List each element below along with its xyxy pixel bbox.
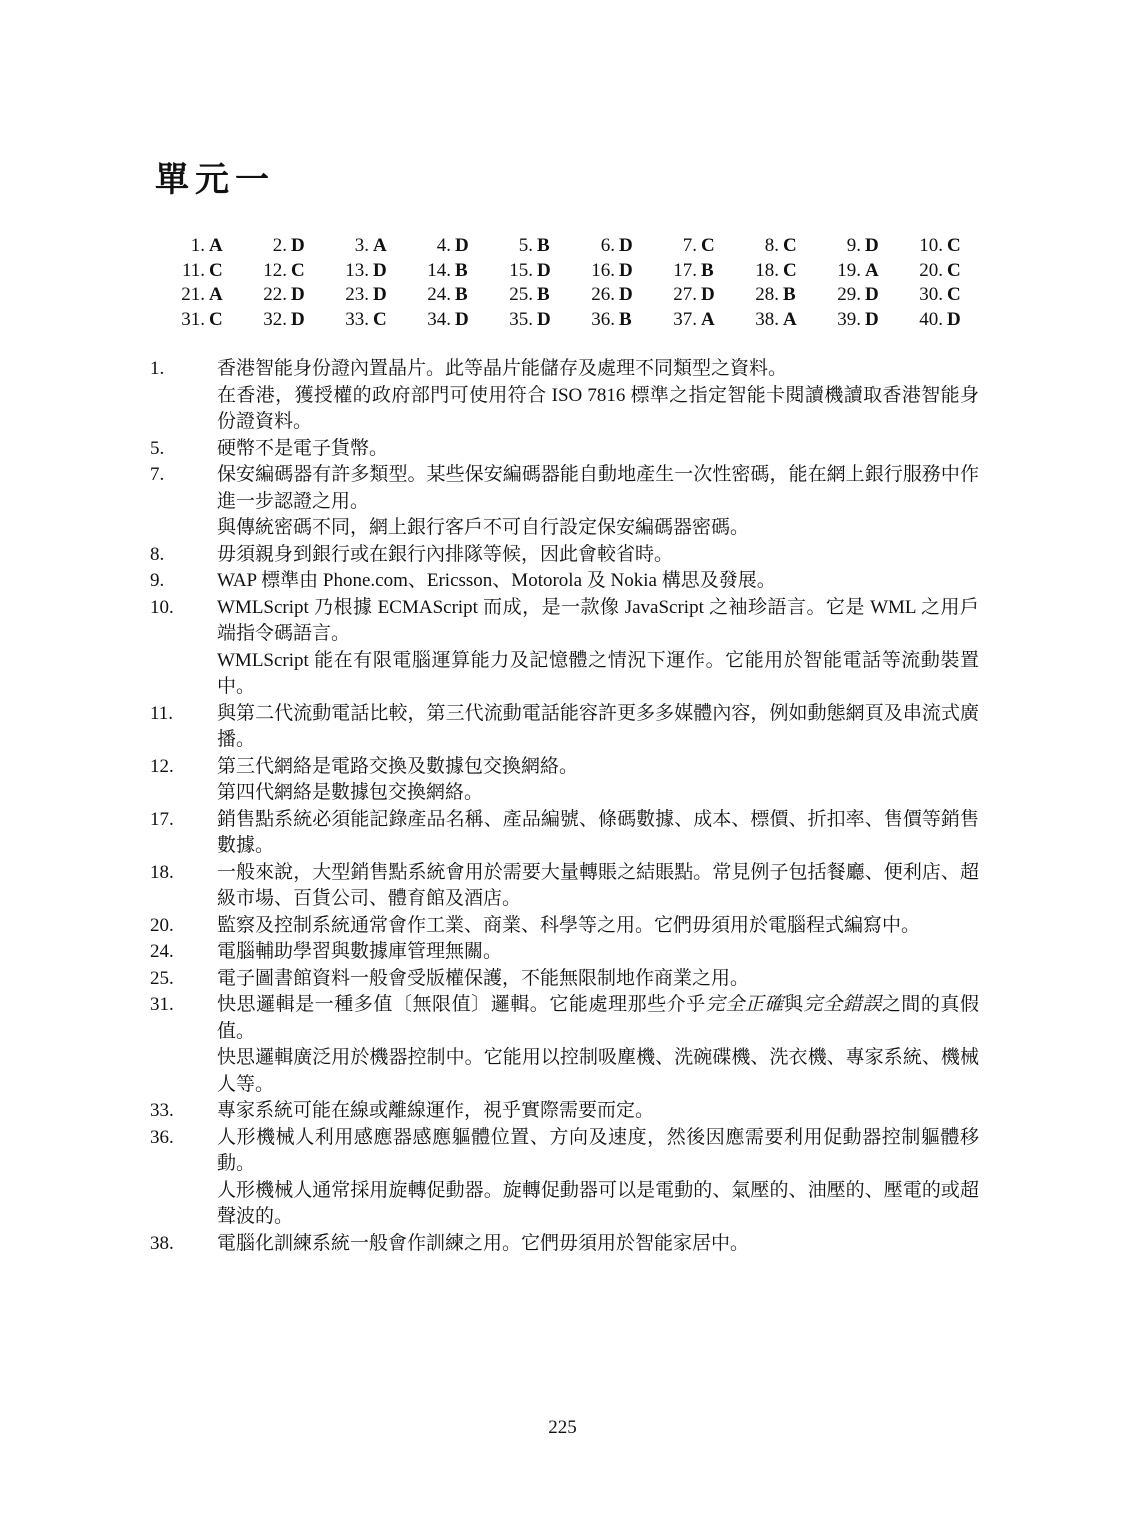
- answer-letter: D: [455, 235, 469, 256]
- question-number: 36.: [591, 308, 615, 330]
- explanation-number: 10.: [150, 596, 174, 618]
- explanation-number: 20.: [150, 914, 174, 936]
- answer-letter: C: [373, 308, 387, 330]
- explanation-paragraph: WMLScript 能在有限電腦運算能力及記憶體之情況下運作。它能用於智能電話等流動裝置中。: [217, 649, 979, 697]
- answer-letter: A: [209, 284, 223, 305]
- question-number: 2.: [272, 235, 287, 256]
- question-number: 23.: [345, 284, 369, 305]
- answer-letter: D: [537, 259, 551, 281]
- explanation-item: [150, 701, 980, 754]
- explanation-body: [217, 542, 979, 569]
- explanation-paragraph: 第四代網絡是數據包交換網絡。: [217, 782, 484, 803]
- explanation-paragraph: 人形機械人利用感應器感應軀體位置、方向及速度，然後因應需要利用促動器控制軀體移動。: [217, 1126, 979, 1174]
- answer-letter: D: [619, 284, 633, 305]
- answer-letter: B: [783, 284, 796, 305]
- explanation-number: 5.: [150, 437, 165, 459]
- answer-cell: [237, 259, 319, 284]
- explanation-paragraph: 與傳統密碼不同，網上銀行客戶不可自行設定保安編碼器密碼。: [217, 517, 750, 538]
- answer-letter: B: [455, 259, 468, 281]
- explanation-body: [217, 860, 979, 913]
- answer-cell: [893, 308, 975, 333]
- explanation-item: [150, 1098, 980, 1125]
- answer-row: [155, 283, 975, 308]
- explanation-item: [150, 595, 980, 701]
- answer-letter: D: [865, 235, 879, 256]
- explanation-number: 8.: [150, 543, 165, 565]
- answer-cell: [401, 283, 483, 308]
- question-number: 31.: [181, 308, 205, 330]
- answer-letter: A: [783, 308, 797, 330]
- question-number: 19.: [837, 259, 861, 281]
- explanation-item: [150, 1231, 980, 1258]
- question-number: 34.: [427, 308, 451, 330]
- answer-letter: D: [455, 308, 469, 330]
- explanation-item: [150, 568, 980, 595]
- answer-letter: D: [865, 284, 879, 305]
- question-number: 35.: [509, 308, 533, 330]
- question-number: 30.: [919, 284, 943, 305]
- answer-cell: [319, 259, 401, 284]
- explanation-paragraph: 銷售點系統必須能記錄產品名稱、產品編號、條碼數據、成本、標價、折扣率、售價等銷售數據。: [217, 808, 979, 856]
- page-number: 225: [548, 1417, 577, 1438]
- explanation-number: 24.: [150, 941, 174, 962]
- answer-cell: [729, 259, 811, 284]
- answer-cell: [565, 234, 647, 259]
- question-number: 17.: [673, 259, 697, 281]
- answer-letter: D: [619, 259, 633, 281]
- answer-letter: D: [537, 308, 551, 330]
- answer-cell: [401, 234, 483, 259]
- question-number: 28.: [755, 284, 779, 305]
- explanation-number: 18.: [150, 861, 174, 883]
- explanation-item: [150, 1125, 980, 1231]
- answer-letter: B: [537, 235, 550, 256]
- question-number: 7.: [682, 235, 697, 256]
- explanation-item: [150, 860, 980, 913]
- answer-letter: D: [373, 284, 387, 305]
- explanation-paragraph: 人形機械人通常採用旋轉促動器。旋轉促動器可以是電動的、氣壓的、油壓的、壓電的或超聲波的。: [217, 1179, 979, 1227]
- answer-cell: [155, 308, 237, 333]
- question-number: 22.: [263, 284, 287, 305]
- answer-cell: [565, 283, 647, 308]
- answer-cell: [319, 283, 401, 308]
- question-number: 27.: [673, 284, 697, 305]
- answer-cell: [565, 259, 647, 284]
- answer-letter: B: [701, 259, 714, 281]
- answer-letter: A: [865, 259, 879, 281]
- explanation-body: [217, 568, 979, 595]
- answer-cell: [483, 234, 565, 259]
- answer-cell: [811, 283, 893, 308]
- explanation-paragraph: 監察及控制系統通常會作工業、商業、科學等之用。它們毋須用於電腦程式編寫中。: [217, 914, 921, 936]
- answer-cell: [483, 308, 565, 333]
- explanation-item: [150, 913, 980, 940]
- explanation-number: 7.: [150, 464, 165, 485]
- question-number: 14.: [427, 259, 451, 281]
- answer-letter: D: [291, 235, 305, 256]
- explanation-body: [217, 462, 979, 542]
- explanation-paragraph: WAP 標準由 Phone.com、Ericsson、Motorola 及 Nokia 構思及發展。: [217, 570, 776, 591]
- answer-cell: [319, 308, 401, 333]
- answer-cell: [483, 283, 565, 308]
- question-number: 4.: [436, 235, 451, 256]
- explanation-paragraph: 電子圖書館資料一般會受版權保護，不能無限制地作商業之用。: [217, 967, 750, 989]
- explanation-body: [217, 807, 979, 860]
- answer-letter: C: [701, 235, 715, 256]
- explanation-number: 17.: [150, 808, 174, 830]
- explanation-paragraph: 保安編碼器有許多類型。某些保安編碼器能自動地產生一次性密碼，能在網上銀行服務中作進一步認證之用。: [217, 464, 979, 512]
- answer-cell: [893, 283, 975, 308]
- answer-cell: [319, 234, 401, 259]
- explanation-body: [217, 1125, 979, 1231]
- question-number: 9.: [846, 235, 861, 256]
- answer-cell: [483, 259, 565, 284]
- explanation-body: [217, 992, 979, 1098]
- explanation-body: [217, 1231, 979, 1258]
- answer-letter: D: [947, 308, 961, 330]
- explanation-body: [217, 966, 979, 993]
- explanation-item: [150, 436, 980, 463]
- explanation-body: [217, 939, 979, 966]
- explanation-paragraph: 快思邏輯是一種多值〔無限值〕邏輯。它能處理那些介乎完全正確與完全錯誤之間的真假值。: [217, 994, 979, 1042]
- answer-cell: [401, 308, 483, 333]
- answer-letter: C: [783, 259, 797, 281]
- answer-letter: D: [291, 284, 305, 305]
- explanation-item: [150, 966, 980, 993]
- explanation-body: [217, 595, 979, 701]
- answer-cell: [811, 308, 893, 333]
- explanation-paragraph: 在香港，獲授權的政府部門可使用符合 ISO 7816 標準之指定智能卡閱讀機讀取香港智能身份證資料。: [217, 384, 979, 432]
- question-number: 24.: [427, 284, 451, 305]
- question-number: 40.: [919, 308, 943, 330]
- explanation-paragraph: 與第二代流動電話比較，第三代流動電話能容許更多多媒體內容，例如動態網頁及串流式廣播。: [217, 702, 979, 750]
- answer-letter: C: [209, 308, 223, 330]
- answer-letter: B: [619, 308, 632, 330]
- answer-letter: B: [455, 284, 468, 305]
- answer-cell: [893, 234, 975, 259]
- explanation-paragraph: 電腦化訓練系統一般會作訓練之用。它們毋須用於智能家居中。: [217, 1232, 750, 1254]
- answer-row: [155, 234, 975, 259]
- answer-letter: C: [947, 235, 961, 256]
- question-number: 32.: [263, 308, 287, 330]
- explanation-paragraph: 硬幣不是電子貨幣。: [217, 437, 389, 459]
- explanation-number: 25.: [150, 967, 174, 989]
- question-number: 5.: [518, 235, 533, 256]
- answer-row: [155, 259, 975, 284]
- explanation-item: [150, 992, 980, 1098]
- answer-letter: C: [291, 259, 305, 281]
- explanation-number: 11.: [150, 702, 174, 724]
- answer-row: [155, 308, 975, 333]
- answer-letter: C: [783, 235, 797, 256]
- answer-cell: [155, 259, 237, 284]
- question-number: 11.: [181, 259, 205, 281]
- explanation-item: [150, 754, 980, 807]
- answer-cell: [155, 234, 237, 259]
- explanation-item: [150, 356, 980, 436]
- answer-key-table: [155, 234, 975, 332]
- answer-cell: [811, 234, 893, 259]
- answer-letter: A: [701, 308, 715, 330]
- answer-cell: [893, 259, 975, 284]
- answer-letter: B: [537, 284, 550, 305]
- explanation-item: [150, 542, 980, 569]
- explanation-body: [217, 701, 979, 754]
- explanation-item: [150, 807, 980, 860]
- explanation-number: 9.: [150, 570, 165, 591]
- explanation-body: [217, 436, 979, 463]
- question-number: 26.: [591, 284, 615, 305]
- explanation-paragraph: 第三代網絡是電路交換及數據包交換網絡。: [217, 755, 579, 777]
- explanation-body: [217, 1098, 979, 1125]
- explanation-paragraph: 快思邏輯廣泛用於機器控制中。它能用以控制吸塵機、洗碗碟機、洗衣機、專家系統、機械人等。: [217, 1047, 979, 1095]
- answer-cell: [647, 283, 729, 308]
- explanation-paragraph: WMLScript 乃根據 ECMAScript 而成，是一款像 JavaScript 之袖珍語言。它是 WML 之用戶端指令碼語言。: [217, 596, 979, 644]
- question-number: 6.: [600, 235, 615, 256]
- question-number: 21.: [181, 284, 205, 305]
- question-number: 15.: [509, 259, 533, 281]
- explanation-number: 31.: [150, 994, 174, 1015]
- question-number: 37.: [673, 308, 697, 330]
- answer-cell: [647, 234, 729, 259]
- page-title: 單元一: [155, 160, 275, 200]
- answer-cell: [647, 259, 729, 284]
- answer-letter: D: [701, 284, 715, 305]
- question-number: 3.: [354, 235, 369, 256]
- explanation-body: [217, 754, 979, 807]
- explanation-list: [150, 356, 980, 1257]
- answer-cell: [647, 308, 729, 333]
- explanation-number: 12.: [150, 755, 174, 777]
- explanation-number: 36.: [150, 1126, 174, 1148]
- question-number: 16.: [591, 259, 615, 281]
- answer-cell: [237, 234, 319, 259]
- answer-letter: A: [209, 235, 223, 256]
- question-number: 18.: [755, 259, 779, 281]
- answer-letter: D: [373, 259, 387, 281]
- explanation-paragraph: 專家系統可能在線或離線運作，視乎實際需要而定。: [217, 1100, 655, 1121]
- answer-cell: [155, 283, 237, 308]
- explanation-number: 33.: [150, 1100, 174, 1121]
- explanation-number: 1.: [150, 358, 165, 379]
- answer-cell: [811, 259, 893, 284]
- question-number: 12.: [263, 259, 287, 281]
- answer-letter: D: [619, 235, 633, 256]
- question-number: 39.: [837, 308, 861, 330]
- explanation-paragraph: 香港智能身份證內置晶片。此等晶片能儲存及處理不同類型之資料。: [217, 358, 788, 379]
- explanation-paragraph: 電腦輔助學習與數據庫管理無關。: [217, 941, 503, 962]
- explanation-item: [150, 462, 980, 542]
- answer-cell: [729, 234, 811, 259]
- question-number: 38.: [755, 308, 779, 330]
- explanation-body: [217, 913, 979, 940]
- answer-cell: [729, 308, 811, 333]
- explanation-item: [150, 939, 980, 966]
- question-number: 1.: [190, 235, 205, 256]
- explanation-paragraph: 一般來說，大型銷售點系統會用於需要大量轉賬之結賬點。常見例子包括餐廳、便利店、超級市場、百貨公司、體育館及酒店。: [217, 861, 979, 909]
- question-number: 29.: [837, 284, 861, 305]
- answer-cell: [729, 283, 811, 308]
- answer-letter: D: [865, 308, 879, 330]
- answer-letter: D: [291, 308, 305, 330]
- question-number: 10.: [919, 235, 943, 256]
- answer-cell: [401, 259, 483, 284]
- explanation-body: [217, 356, 979, 436]
- question-number: 20.: [919, 259, 943, 281]
- answer-letter: A: [373, 235, 387, 256]
- answer-cell: [237, 283, 319, 308]
- answer-letter: C: [947, 259, 961, 281]
- question-number: 25.: [509, 284, 533, 305]
- explanation-number: 38.: [150, 1232, 174, 1254]
- answer-letter: C: [209, 259, 223, 281]
- question-number: 33.: [345, 308, 369, 330]
- answer-cell: [237, 308, 319, 333]
- question-number: 8.: [764, 235, 779, 256]
- answer-letter: C: [947, 284, 961, 305]
- answer-cell: [565, 308, 647, 333]
- explanation-paragraph: 毋須親身到銀行或在銀行內排隊等候，因此會較省時。: [217, 543, 674, 565]
- question-number: 13.: [345, 259, 369, 281]
